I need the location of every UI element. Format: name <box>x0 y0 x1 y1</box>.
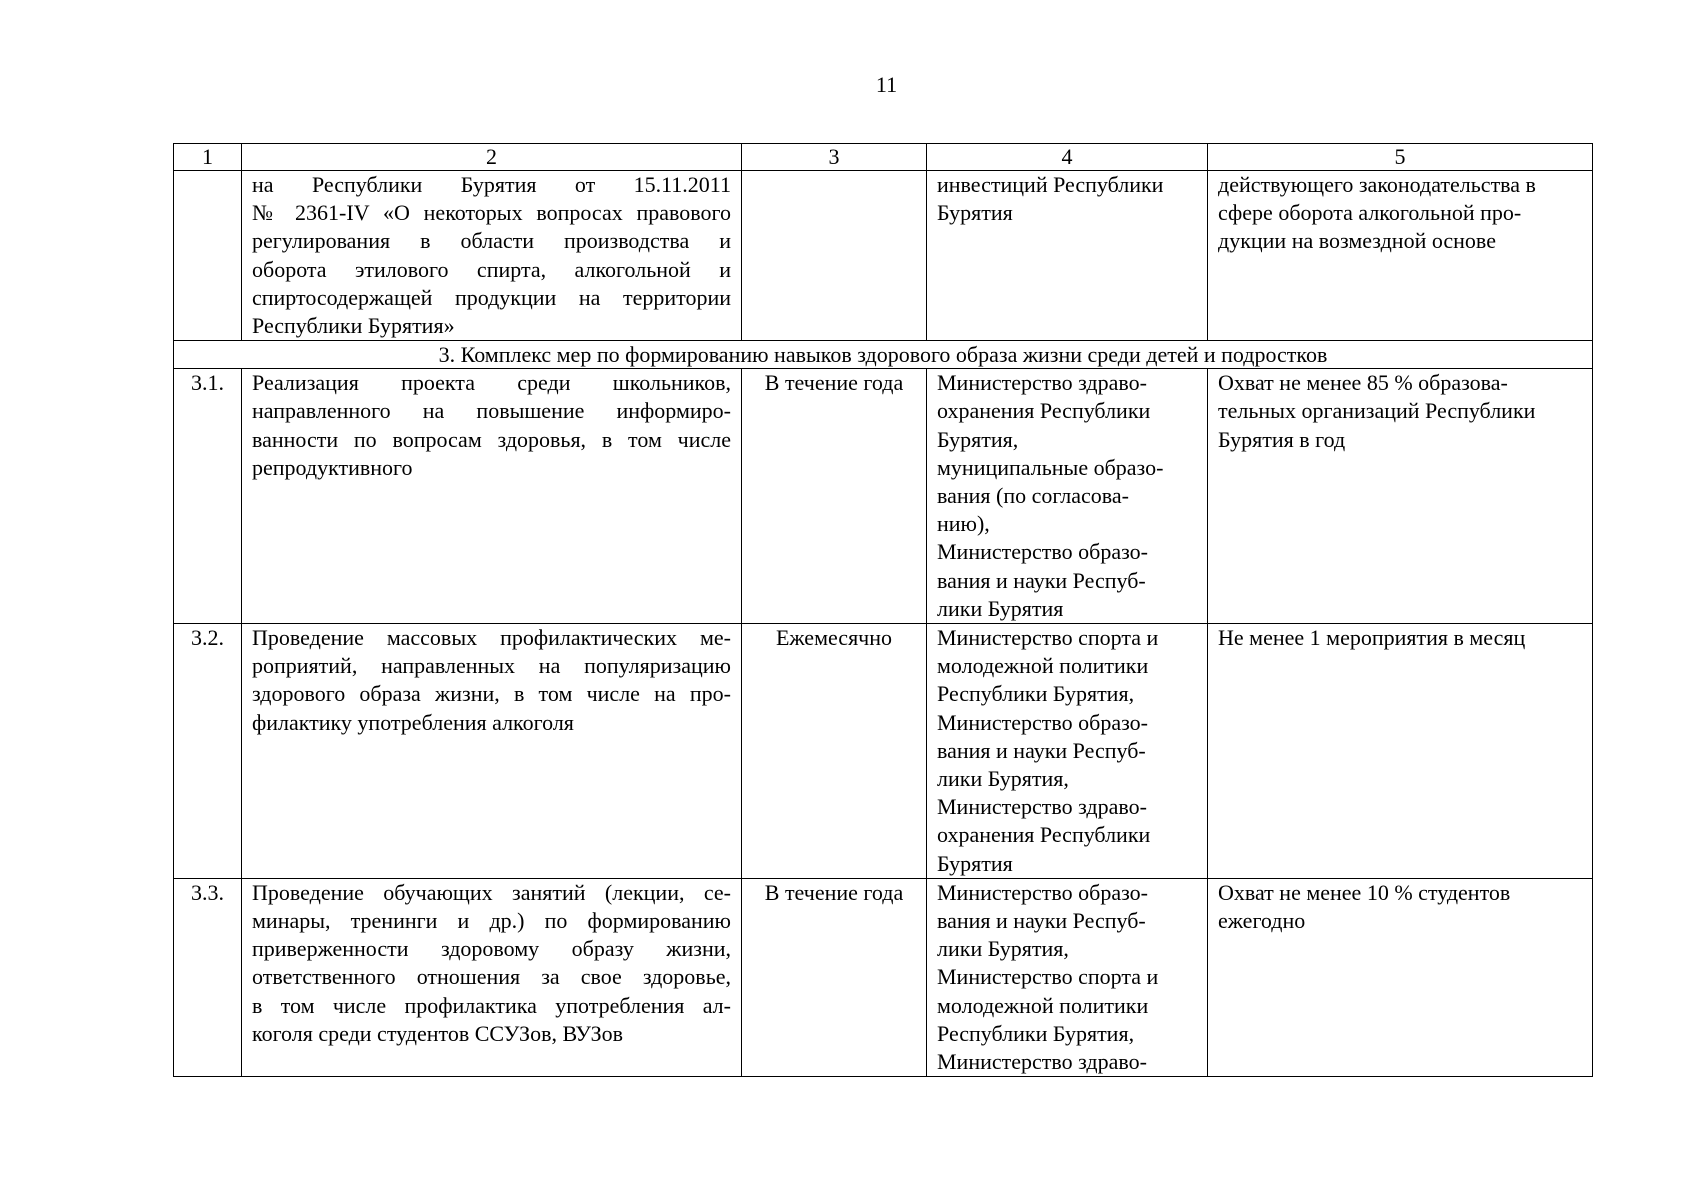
text-line: Министерство здраво- <box>937 1049 1147 1075</box>
text-line: муниципальные образо- <box>937 454 1164 480</box>
measure-text <box>242 369 742 624</box>
row-number: 3.2. <box>174 624 242 879</box>
text-line: Охват не менее 10 % студентов <box>1218 879 1511 905</box>
text-line: Проведение массовых профилактических ме- <box>252 625 731 651</box>
period-text: В течение года <box>742 878 927 1076</box>
text-line: филактику употребления алкоголя <box>252 709 574 735</box>
text-line: охранения Республики <box>937 398 1151 424</box>
text-line: Министерство спорта и <box>937 625 1159 651</box>
continuation-row <box>174 171 1593 341</box>
text-line: репродуктивного <box>252 454 413 480</box>
header-col-3: 3 <box>742 144 927 171</box>
executors-text <box>927 171 1208 341</box>
text-line: вания и науки Респуб- <box>937 567 1146 593</box>
text-line: Бурятия <box>937 850 1013 876</box>
text-line: сфере оборота алкогольной про- <box>1218 200 1522 226</box>
executors-text <box>927 369 1208 624</box>
text-line: ответственного отношения за свое здоровье, <box>252 964 731 990</box>
row-number <box>174 171 242 341</box>
header-col-1: 1 <box>174 144 242 171</box>
text-line: инвестиций Республики <box>937 172 1164 197</box>
result-text <box>1208 171 1593 341</box>
text-line: вания (по согласова- <box>937 483 1129 509</box>
text-line: Не менее 1 мероприятия в месяц <box>1218 625 1526 651</box>
text-line: Министерство здраво- <box>937 370 1147 396</box>
text-line: на Республики Бурятия от 15.11.2011 <box>252 172 731 197</box>
text-line: № 2361-IV «О некоторых вопросах правового <box>252 200 731 226</box>
text-line: лики Бурятия <box>937 595 1064 621</box>
executors-text <box>927 878 1208 1076</box>
header-col-2: 2 <box>242 144 742 171</box>
text-line: здорового образа жизни, в том числе на про- <box>252 681 731 707</box>
measures-table <box>173 143 1593 1077</box>
header-col-4: 4 <box>927 144 1208 171</box>
text-line: нию), <box>937 511 990 537</box>
table-row <box>174 369 1593 624</box>
text-line: тельных организаций Республики <box>1218 398 1536 424</box>
text-line: направленного на повышение информиро- <box>252 398 731 424</box>
text-line: действующего законодательства в <box>1218 172 1536 197</box>
result-text <box>1208 369 1593 624</box>
header-row <box>174 144 1593 171</box>
text-line: Министерство образо- <box>937 879 1148 905</box>
text-line: Республики Бурятия, <box>937 1020 1135 1046</box>
text-line: Министерство образо- <box>937 539 1148 565</box>
row-number: 3.1. <box>174 369 242 624</box>
measure-text <box>242 878 742 1076</box>
result-text <box>1208 624 1593 879</box>
period-text: Ежемесячно <box>742 624 927 879</box>
text-line: регулирования в области производства и <box>252 228 731 254</box>
row-number: 3.3. <box>174 878 242 1076</box>
text-line: коголя среди студентов ССУЗов, ВУЗов <box>252 1020 624 1046</box>
period-text: В течение года <box>742 369 927 624</box>
text-line: дукции на возмездной основе <box>1218 228 1496 254</box>
text-line: Проведение обучающих занятий (лекции, се- <box>252 879 731 905</box>
section-row <box>174 341 1593 369</box>
text-line: лики Бурятия, <box>937 936 1069 962</box>
measure-text <box>242 171 742 341</box>
table-row <box>174 878 1593 1076</box>
text-line: Охват не менее 85 % образова- <box>1218 370 1508 396</box>
measure-text <box>242 624 742 879</box>
text-line: Бурятия в год <box>1218 426 1346 452</box>
text-line: приверженности здоровому образу жизни, <box>252 936 731 962</box>
period-text <box>742 171 927 341</box>
section-title: 3. Комплекс мер по формированию навыков здорового образа жизни среди детей и подростков <box>174 341 1593 369</box>
page-number: 11 <box>875 72 898 97</box>
text-line: Бурятия <box>937 200 1013 226</box>
table-row <box>174 624 1593 879</box>
text-line: лики Бурятия, <box>937 766 1069 792</box>
text-line: Министерство образо- <box>937 709 1148 735</box>
text-line: вания и науки Респуб- <box>937 737 1146 763</box>
executors-text <box>927 624 1208 879</box>
text-line: Республики Бурятия, <box>937 681 1135 707</box>
text-line: оборота этилового спирта, алкогольной и <box>252 256 731 282</box>
text-line: минары, тренинги и др.) по формированию <box>252 908 731 934</box>
text-line: вания и науки Респуб- <box>937 908 1146 934</box>
text-line: в том числе профилактика употребления ал- <box>252 992 731 1018</box>
text-line: спиртосодержащей продукции на территории <box>252 284 731 310</box>
text-line: роприятий, направленных на популяризацию <box>252 653 731 679</box>
text-line: охранения Республики <box>937 822 1151 848</box>
text-line: Бурятия, <box>937 426 1019 452</box>
text-line: Реализация проекта среди школьников, <box>252 370 731 396</box>
result-text <box>1208 878 1593 1076</box>
text-line: ежегодно <box>1218 908 1306 934</box>
text-line: молодежной политики <box>937 653 1149 679</box>
text-line: Министерство спорта и <box>937 964 1159 990</box>
text-line: Республики Бурятия» <box>252 313 455 339</box>
text-line: ванности по вопросам здоровья, в том числе <box>252 426 731 452</box>
header-col-5: 5 <box>1208 144 1593 171</box>
text-line: Министерство здраво- <box>937 794 1147 820</box>
text-line: молодежной политики <box>937 992 1149 1018</box>
